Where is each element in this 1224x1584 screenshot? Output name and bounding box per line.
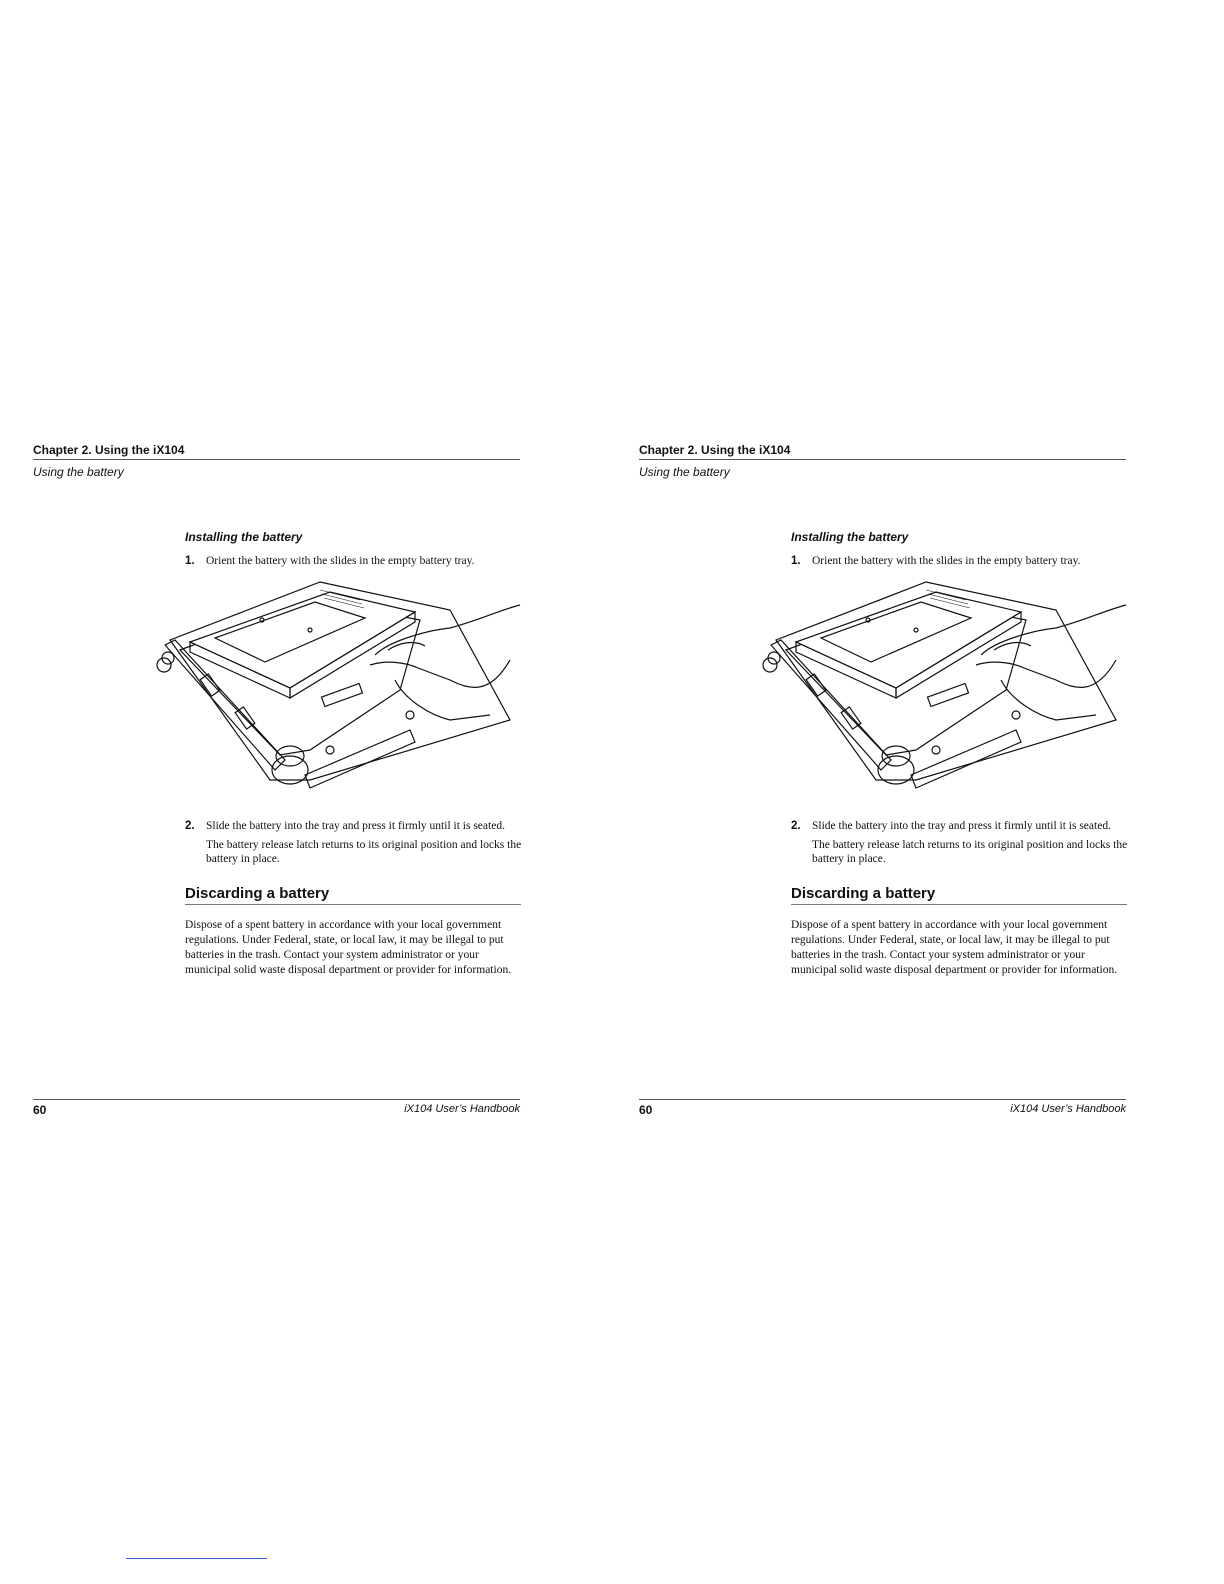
link-underline (126, 1558, 267, 1559)
step-detail: The battery release latch returns to its original position and locks the battery in place. (812, 839, 1128, 865)
section-running-head: Using the battery (33, 465, 124, 479)
step-2 (185, 820, 525, 836)
footer-title: iX104 User’s Handbook (404, 1103, 520, 1115)
step-number: 1. (185, 555, 195, 567)
footer-rule (639, 1099, 1126, 1100)
battery-installation-illustration (756, 580, 1128, 802)
battery-installation-illustration (150, 580, 522, 802)
step-1 (791, 555, 1131, 571)
subsection-title: Installing the battery (791, 530, 909, 544)
section-heading: Discarding a battery (185, 885, 330, 902)
step-text: Slide the battery into the tray and press it firmly until it is seated. (206, 820, 505, 832)
header-rule (33, 459, 520, 460)
header-rule (639, 459, 1126, 460)
chapter-header: Chapter 2. Using the iX104 (33, 443, 185, 457)
step-detail: The battery release latch returns to its original position and locks the battery in place. (206, 839, 522, 865)
subsection-title: Installing the battery (185, 530, 303, 544)
step-text: Orient the battery with the slides in the empty battery tray. (812, 555, 1081, 567)
footer-title: iX104 User’s Handbook (1010, 1103, 1126, 1115)
footer-rule (33, 1099, 520, 1100)
step-number: 1. (791, 555, 801, 567)
step-1 (185, 555, 525, 571)
page-number: 60 (33, 1103, 47, 1117)
step-2 (791, 820, 1131, 836)
step-number: 2. (185, 820, 195, 832)
step-text: Orient the battery with the slides in the empty battery tray. (206, 555, 475, 567)
heading-rule (791, 904, 1127, 905)
heading-rule (185, 904, 521, 905)
section-running-head: Using the battery (639, 465, 730, 479)
page-number: 60 (639, 1103, 653, 1117)
body-paragraph: Dispose of a spent battery in accordance with your local government regulations. Under Federal, state, or local law, it may be illegal to put batteries in the trash. Contact your system administrator or your municipal solid waste disposal department or provider for information. (185, 919, 512, 976)
step-text: Slide the battery into the tray and press it firmly until it is seated. (812, 820, 1111, 832)
body-paragraph: Dispose of a spent battery in accordance with your local government regulations. Under Federal, state, or local law, it may be illegal to put batteries in the trash. Contact your system administrator or your municipal solid waste disposal department or provider for information. (791, 919, 1118, 976)
right-page (606, 0, 1218, 1584)
chapter-header: Chapter 2. Using the iX104 (639, 443, 791, 457)
step-number: 2. (791, 820, 801, 832)
section-heading: Discarding a battery (791, 885, 936, 902)
